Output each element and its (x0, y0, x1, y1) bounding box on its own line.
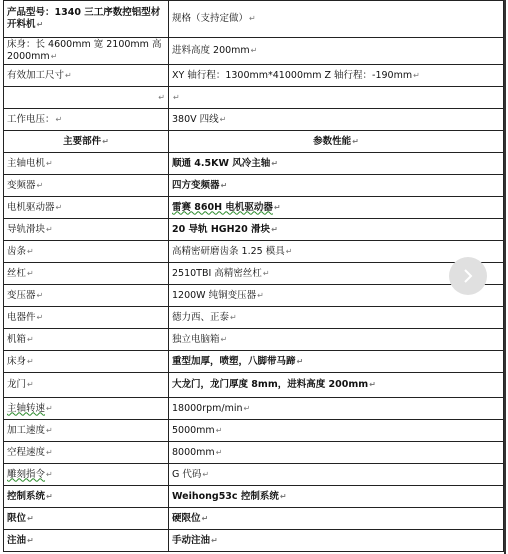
paragraph-mark: ↵ (173, 92, 180, 102)
column-header-parameters: 参数性能↵ (169, 131, 504, 153)
paragraph-mark: ↵ (219, 114, 227, 124)
table-row (4, 464, 504, 486)
table-row (4, 508, 504, 530)
cell-left: 电器件↵ (4, 307, 169, 329)
paragraph-mark: ↵ (27, 380, 34, 389)
paragraph-mark: ↵ (296, 356, 304, 366)
table-row (4, 87, 504, 109)
table-row (4, 329, 504, 351)
paragraph-mark: ↵ (243, 403, 251, 413)
paragraph-mark: ↵ (279, 491, 287, 501)
cell-right: XY 轴行程：1300mm*41000mm Z 轴行程：-190mm↵ (169, 65, 504, 87)
paragraph-mark: ↵ (46, 491, 53, 501)
paragraph-mark: ↵ (36, 312, 44, 322)
paragraph-mark: ↵ (65, 70, 72, 80)
cell-left: 变压器↵ (4, 285, 169, 307)
paragraph-mark: ↵ (27, 513, 34, 523)
paragraph-mark: ↵ (46, 447, 53, 457)
paragraph-mark: ↵ (215, 425, 223, 435)
cell-right: 独立电脑箱↵ (169, 329, 504, 351)
cell-right: 重型加厚，喷塑，八脚带马蹄↵ (169, 351, 504, 373)
cell-left: 限位↵ (4, 508, 169, 530)
column-header-components: 主要部件↵ (4, 131, 169, 153)
cell-left: 注油↵ (4, 530, 169, 552)
cell-right: 四方变频器↵ (169, 175, 504, 197)
paragraph-mark: ↵ (257, 290, 264, 300)
table-row (4, 38, 504, 65)
table-row (4, 1, 504, 38)
paragraph-mark: ↵ (102, 136, 109, 146)
table-row (4, 175, 504, 197)
cell-left: 主轴转速↵ (4, 398, 169, 420)
cell-right: 1200W 纯铜变压器↵ (169, 285, 504, 307)
paragraph-mark: ↵ (27, 246, 34, 256)
cell-left: 床身：长 4600mm 宽 2100mm 高 2000mm↵ (4, 38, 169, 65)
paragraph-mark: ↵ (262, 268, 270, 278)
cell-left: 雕刻指令↵ (4, 464, 169, 486)
table-row (4, 219, 504, 241)
cell-right: 8000mm↵ (169, 442, 504, 464)
cell-right (169, 87, 504, 109)
table-row (4, 241, 504, 263)
table-row (4, 65, 504, 87)
cell-right: 18000rpm/min↵ (169, 398, 504, 420)
cell-right: 大龙门，龙门厚度 8mm，进料高度 200mm↵ (169, 373, 504, 398)
cell-left: 工作电压：↵ (4, 109, 169, 131)
cell-right: 2510TBI 高精密丝杠↵ (169, 263, 504, 285)
paragraph-mark: ↵ (50, 52, 58, 61)
cell-left: 电机驱动器↵ (4, 197, 169, 219)
paragraph-mark: ↵ (36, 180, 44, 190)
next-page-button[interactable] (449, 257, 487, 295)
cell-left: 加工速度↵ (4, 420, 169, 442)
cell-left: 床身↵ (4, 351, 169, 373)
paragraph-mark: ↵ (271, 224, 278, 234)
cell-right: Weihong53c 控制系统↵ (169, 486, 504, 508)
table-row (4, 373, 504, 398)
paragraph-mark: ↵ (36, 290, 44, 300)
table-row (4, 197, 504, 219)
paragraph-mark: ↵ (27, 268, 34, 278)
table-row (4, 398, 504, 420)
paragraph-mark: ↵ (55, 202, 63, 212)
paragraph-mark: ↵ (158, 92, 165, 102)
paragraph-mark: ↵ (285, 246, 293, 256)
cell-left: 机箱↵ (4, 329, 169, 351)
cell-right: 手动注油↵ (169, 530, 504, 552)
table-row (4, 442, 504, 464)
cell-left: 控制系统↵ (4, 486, 169, 508)
paragraph-mark: ↵ (273, 202, 281, 212)
chevron-right-icon (461, 268, 475, 284)
product-model-cell: 产品型号：1340 三工序数控铝型材开料机↵ (4, 1, 169, 38)
cell-right: 规格（支持定做）↵ (169, 1, 504, 38)
cell-right: 5000mm↵ (169, 420, 504, 442)
paragraph-mark: ↵ (215, 447, 223, 457)
cell-right: 硬限位↵ (169, 508, 504, 530)
table-row (4, 285, 504, 307)
paragraph-mark: ↵ (250, 46, 258, 55)
cell-right: 顺通 4.5KW 风冷主轴↵ (169, 153, 504, 175)
paragraph-mark: ↵ (230, 312, 237, 322)
cell-left: 齿条↵ (4, 241, 169, 263)
paragraph-mark: ↵ (27, 535, 34, 545)
table-row (4, 153, 504, 175)
paragraph-mark: ↵ (27, 334, 34, 344)
paragraph-mark: ↵ (46, 469, 53, 479)
paragraph-mark: ↵ (369, 380, 376, 389)
cell-right: 380V 四线↵ (169, 109, 504, 131)
paragraph-mark: ↵ (220, 180, 228, 190)
paragraph-mark: ↵ (220, 334, 228, 344)
table-row (4, 351, 504, 373)
cell-left: 有效加工尺寸↵ (4, 65, 169, 87)
paragraph-mark: ↵ (271, 158, 278, 168)
paragraph-mark: ↵ (36, 20, 44, 29)
cell-left: 空程速度↵ (4, 442, 169, 464)
cell-left (4, 87, 169, 109)
table-row (4, 263, 504, 285)
cell-left: 龙门↵ (4, 373, 169, 398)
cell-right: 进料高度 200mm↵ (169, 38, 504, 65)
page-edge-divider (504, 0, 506, 554)
cell-left: 变频器↵ (4, 175, 169, 197)
paragraph-mark: ↵ (46, 158, 53, 168)
paragraph-mark: ↵ (201, 513, 209, 523)
cell-right: 20 导轨 HGH20 滑块↵ (169, 219, 504, 241)
paragraph-mark: ↵ (46, 224, 53, 234)
paragraph-mark: ↵ (249, 14, 256, 23)
cell-right: 高精密研磨齿条 1.25 模具↵ (169, 241, 504, 263)
paragraph-mark: ↵ (202, 469, 210, 479)
paragraph-mark: ↵ (352, 136, 359, 146)
paragraph-mark: ↵ (46, 403, 53, 413)
cell-right: 德力西、正泰↵ (169, 307, 504, 329)
table-row (4, 109, 504, 131)
cell-right: 雷赛 860H 电机驱动器↵ (169, 197, 504, 219)
spec-table (3, 0, 504, 552)
cell-right: G 代码↵ (169, 464, 504, 486)
cell-left: 丝杠↵ (4, 263, 169, 285)
paragraph-mark: ↵ (55, 114, 63, 124)
paragraph-mark: ↵ (46, 425, 53, 435)
table-row (4, 420, 504, 442)
paragraph-mark: ↵ (27, 356, 34, 366)
paragraph-mark: ↵ (413, 70, 420, 80)
cell-left: 主轴电机↵ (4, 153, 169, 175)
table-header-row (4, 131, 504, 153)
cell-left: 导轨滑块↵ (4, 219, 169, 241)
table-row (4, 307, 504, 329)
table-row (4, 530, 504, 552)
table-row (4, 486, 504, 508)
paragraph-mark: ↵ (211, 535, 218, 545)
